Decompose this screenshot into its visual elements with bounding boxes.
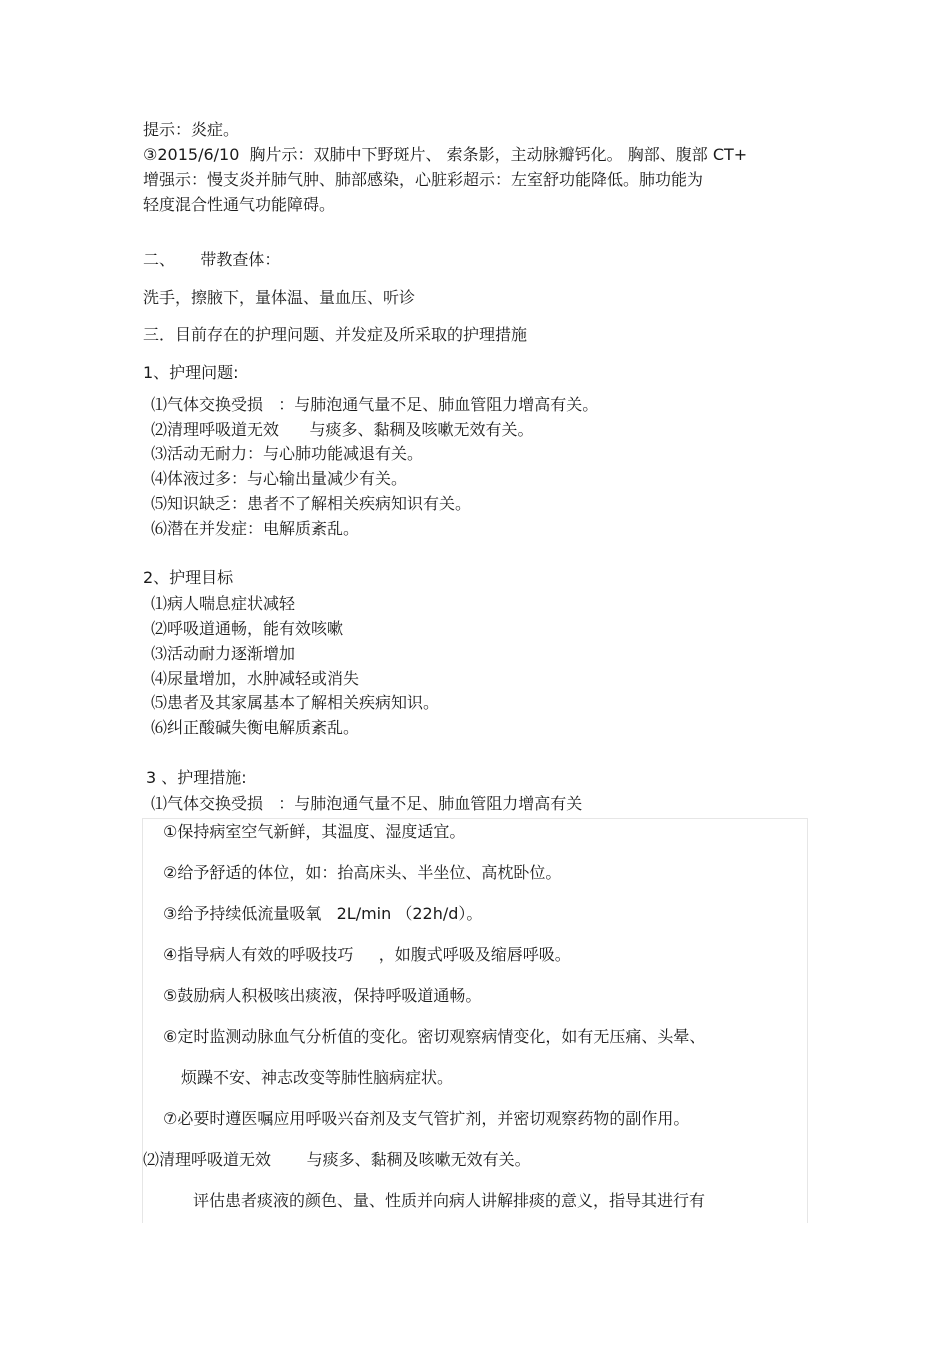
goal-item: ⑶活动耐力逐渐增加 (151, 644, 296, 663)
intro-line: 提示：炎症。 (143, 120, 240, 139)
problem-item: ⑶活动无耐力：与心肺功能减退有关。 (151, 444, 424, 463)
problem-item: ⑴气体交换受损 ：与肺泡通气量不足、肺血管阻力增高有关。 (151, 395, 599, 414)
measures-subheading: ⑴气体交换受损 ：与肺泡通气量不足、肺血管阻力增高有关 (151, 794, 583, 813)
measure-item: ①保持病室空气新鲜，其温度、湿度适宜。 (163, 822, 466, 841)
measure-item-continuation: 烦躁不安、神志改变等肺性脑病症状。 (181, 1068, 454, 1087)
goal-item: ⑷尿量增加，水肿减轻或消失 (151, 669, 360, 688)
problem-item: ⑹潜在并发症：电解质紊乱。 (151, 519, 360, 538)
measure-paragraph: 评估患者痰液的颜色、量、性质并向病人讲解排痰的意义，指导其进行有 (193, 1191, 706, 1210)
goals-heading: 2、护理目标 (143, 568, 234, 587)
goal-item: ⑹纠正酸碱失衡电解质紊乱。 (151, 718, 360, 737)
problems-heading: 1、护理问题: (143, 363, 239, 382)
problem-item: ⑵清理呼吸道无效 与痰多、黏稠及咳嗽无效有关。 (151, 420, 534, 439)
measure-item: ⑥定时监测动脉血气分析值的变化。密切观察病情变化，如有无压痛、头晕、 (163, 1027, 706, 1046)
measure-item: ④指导病人有效的呼吸技巧 ，如腹式呼吸及缩唇呼吸。 (163, 945, 571, 964)
section-content: 洗手，擦腋下，量体温、量血压、听诊 (143, 288, 416, 307)
section-heading: 二、 带教查体： (143, 250, 281, 269)
measures-heading: 3 、护理措施: (146, 768, 247, 787)
measure-item: ⑤鼓励病人积极咳出痰液，保持呼吸道通畅。 (163, 986, 482, 1005)
problem-item: ⑷体液过多：与心输出量减少有关。 (151, 469, 408, 488)
goal-item: ⑴病人喘息症状减轻 (151, 594, 296, 613)
intro-line: 增强示：慢支炎并肺气肿、肺部感染，心脏彩超示：左室舒功能降低。肺功能为 (143, 170, 704, 189)
goal-item: ⑸患者及其家属基本了解相关疾病知识。 (151, 693, 440, 712)
measure-item: ⑦必要时遵医嘱应用呼吸兴奋剂及支气管扩剂，并密切观察药物的副作用。 (163, 1109, 690, 1128)
section-heading: 三．目前存在的护理问题、并发症及所采取的护理措施 (143, 325, 528, 344)
goal-item: ⑵呼吸道通畅，能有效咳嗽 (151, 619, 344, 638)
measures-subheading: ⑵清理呼吸道无效 与痰多、黏稠及咳嗽无效有关。 (143, 1150, 531, 1169)
measure-item: ②给予舒适的体位，如：抬高床头、半坐位、高枕卧位。 (163, 863, 562, 882)
problem-item: ⑸知识缺乏：患者不了解相关疾病知识有关。 (151, 494, 472, 513)
intro-line: 轻度混合性通气功能障碍。 (143, 195, 336, 214)
intro-line: ③2015/6/10 胸片示：双肺中下野斑片、 索条影，主动脉瓣钙化。 胸部、腹部 CT+ (143, 145, 748, 164)
measure-item: ③给予持续低流量吸氧 2L/min （22h/d）。 (163, 904, 483, 923)
